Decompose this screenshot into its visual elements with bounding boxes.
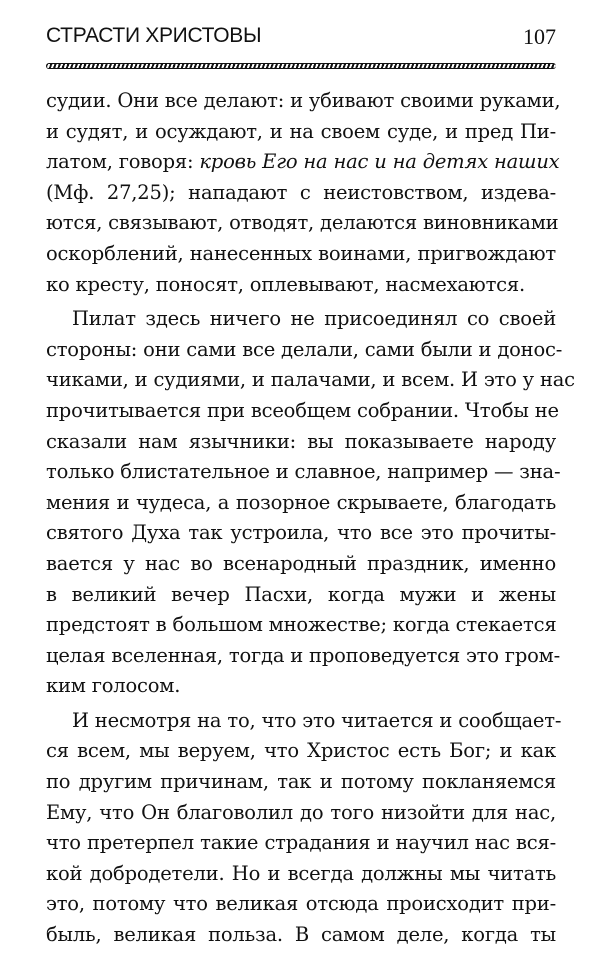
text-line: по другим причинам, так и потому покланяемся [46,770,556,794]
paragraph-3 [46,706,562,951]
text-line: только блистательное и славное, например — зна- [46,460,561,484]
text-line: кой добродетели. Но и всегда должны мы читать [46,861,556,885]
header-rule-divider [46,63,556,69]
text-line: быль, великая польза. В самом деле, когда ты [46,923,556,947]
text-line: ются, связывают, отводят, делаются виновниками [46,211,559,235]
page-number: 107 [523,24,556,49]
scripture-quote: кровь Его на нас и на детях наших [199,150,560,174]
text-line [46,147,560,178]
text-line: целая вселенная, тогда и проповедуется это гром- [46,643,560,667]
running-header [46,24,556,54]
text-line: в великий вечер Пасхи, когда мужи и жены [46,582,556,606]
text-line: ся всем, мы веруем, что Христос есть Бог; и как [46,739,556,763]
text-line: стороны: они сами все делали, сами были и донос- [46,337,563,361]
running-title: СТРАСТИ ХРИСТОВЫ [46,24,262,47]
text-line: мения и чудеса, а позорное скрываете, благодать [46,490,556,514]
text-line: вается у нас во всенародный праздник, именно [46,551,556,575]
text-line: что претерпел такие страдания и научил нас вся- [46,831,556,855]
text-line: это, потому что великая отсюда происходит при- [46,892,556,916]
text-line: прочитывается при всеобщем собрании. Чтобы не [46,398,559,422]
text-line: Ему, что Он благоволил до того низойти для нас, [46,800,556,824]
text-line: И несмотря на то, что это читается и сообщает- [72,708,562,732]
paragraph-2 [46,304,575,702]
text-line: сказали нам язычники: вы показываете народу [46,429,556,453]
text-line: ко кресту, поносят, оплевывают, насмехаются. [46,272,525,296]
text-line: оскорблений, нанесенных воинами, пригвождают [46,241,556,265]
paragraph-1 [46,86,561,300]
text-line: Пилат здесь ничего не присоединял со своей [72,307,556,331]
text-line: судии. Они все делают: и убивают своими руками, [46,89,561,112]
page-body [46,86,575,955]
text-line: (Мф. 27,25); нападают с неистовством, издева- [46,180,556,204]
text-line: ким голосом. [46,674,181,698]
text-line: чиками, и судиями, и палачами, и всем. И это у нас [46,368,575,392]
text-line: предстоят в большом множестве; когда стекается [46,613,557,637]
text-line: святого Духа так устроила, что все это прочиты- [46,521,556,545]
text-segment: латом, говоря: [46,150,200,174]
text-line: и судят, и осуждают, и на своем суде, и пред Пи- [46,119,556,143]
